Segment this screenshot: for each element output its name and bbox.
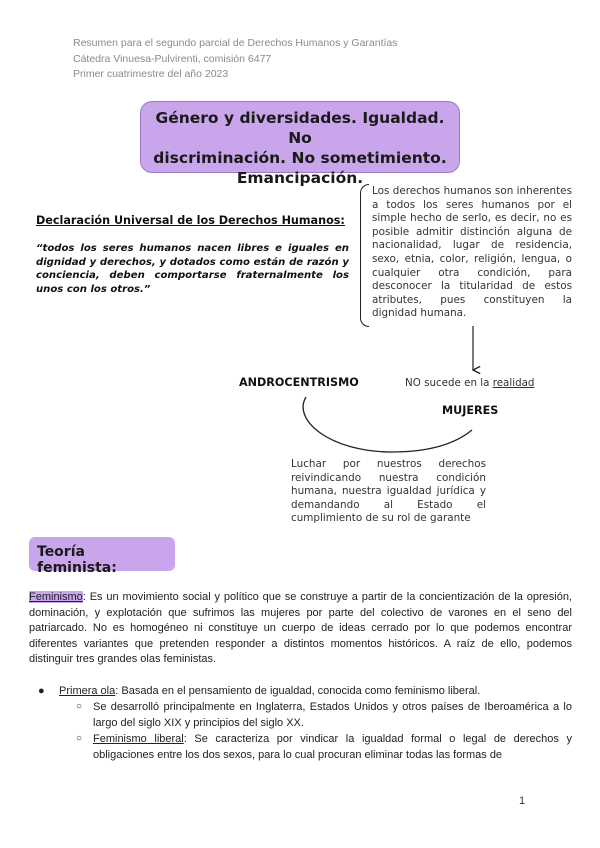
sub-item-label: Feminismo liberal (93, 733, 184, 745)
androcentrismo-label: ANDROCENTRISMO (239, 376, 359, 389)
no-sucede-label (405, 377, 534, 389)
sub-list-item-1: Se desarrolló principalmente en Inglaterra, Estados Unidos y otros países de Iberoamérica a lo largo del siglo XIX y principios del siglo XX. (93, 701, 572, 729)
sub-bullet-icon: ○ (76, 701, 83, 712)
header-line-3: Primer cuatrimestre del año 2023 (73, 68, 229, 80)
title-line-2: discriminación. No sometimiento. (153, 149, 447, 167)
item-label: Primera ola (59, 685, 116, 697)
sub-bullet-icon: ○ (76, 733, 83, 744)
title-line-1: Género y diversidades. Igualdad. No (155, 109, 445, 147)
feminism-text: : Es un movimiento social y político que se construye a partir de la concientización de la opresión, dominación, y explotación que sufrimos las mujeres por parte del colectivo de varones en el seno del patriarcado. No es homogéneo ni constituye un cuerpo de ideas cerrado por lo que podemos encontrar diferentes variantes que pretenden responder a distintos momentos históricos. A raíz de ello, podemos distinguir tres grandes olas feministas. (29, 591, 572, 666)
item-text: : Basada en el pensamiento de igualdad, conocida como feminismo liberal. (115, 685, 481, 697)
declaration-quote: “todos los seres humanos nacen libres e iguales en dignidad y derechos, y dotados como están de razón y conciencia, deben comportarse fraternalmente los unos con los otros.” (36, 243, 349, 295)
header-line-1: Resumen para el segundo parcial de Derechos Humanos y Garantías (73, 37, 398, 49)
luchar-text: Luchar por nuestros derechos reivindicando nuestra condición humana, nuestra igualdad jurídica y demandando al Estado el cumplimiento de su rol de garante (291, 458, 486, 525)
no-sucede-prefix: NO sucede en la (405, 377, 490, 389)
list-item (59, 684, 572, 700)
title-line-3: Emancipación. (236, 169, 364, 187)
sub-list-item-2 (93, 732, 572, 763)
no-sucede-word: realidad (492, 377, 535, 389)
mujeres-label: MUJERES (442, 404, 499, 417)
sub-item-text: : Se caracteriza por vindicar la igualdad formal o legal de derechos y obligaciones entre los dos sexos, para lo cual procuran eliminar todas las formas de (93, 733, 572, 761)
rights-note: Los derechos humanos son inherentes a todos los seres humanos por el simple hecho de serlo, es decir, no es posible admitir distinción alguna de nacionalidad, lugar de residencia, sexo, etnia, color, religión, lengua, o cualquier otra condición, para desconocer la titularidad de estos atributes, pues constituyen la dignidad humana. (372, 185, 572, 320)
feminism-paragraph (29, 590, 572, 668)
declaration-title: Declaración Universal de los Derechos Humanos: (36, 214, 345, 227)
bullet-icon: ● (38, 685, 45, 697)
page-number: 1 (519, 795, 526, 807)
section-heading: Teoría feminista: (29, 537, 175, 571)
header-line-2: Cátedra Vinuesa-Pulvirenti, comisión 6477 (73, 52, 272, 65)
feminism-term: Feminismo (29, 591, 83, 603)
